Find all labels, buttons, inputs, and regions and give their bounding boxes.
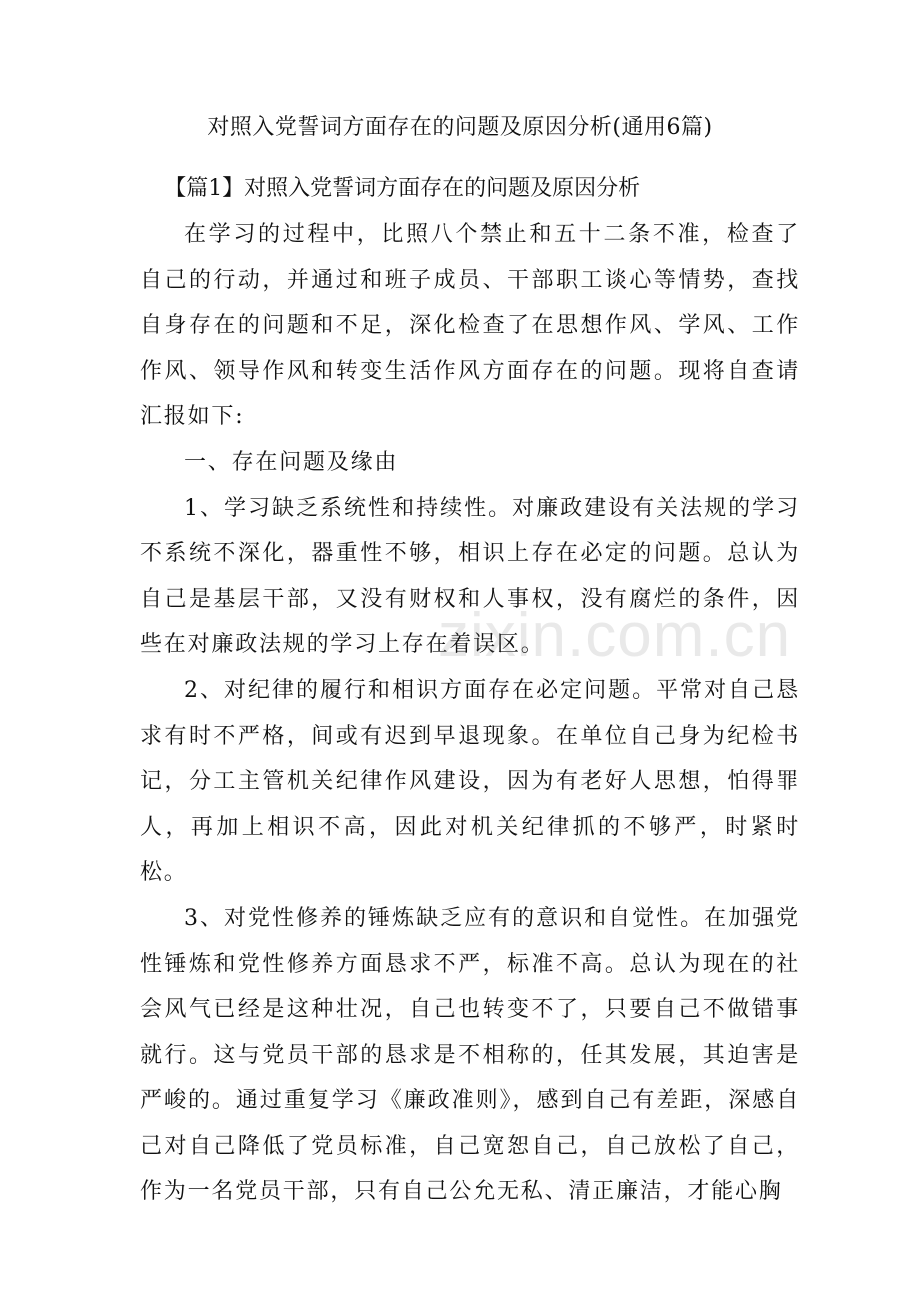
paragraph-item-1: 1、学习缺乏系统性和持续性。对廉政建设有关法规的学习不系统不深化，器重性不够，相识上存在必定的问题。总认为自己是基层干部，又没有财权和人事权，没有腐烂的条件，因些在对廉政法规的学习上存在着误区。 <box>140 495 800 658</box>
section-heading: 【篇1】对照入党誓词方面存在的问题及原因分析 <box>164 176 641 201</box>
intro-paragraph: 在学习的过程中，比照八个禁止和五十二条不准，检查了自己的行动，并通过和班子成员、干部职工谈心等情势，查找自身存在的问题和不足，深化检查了在思想作风、学风、工作作风、领导作风和转变生活作风方面存在的问题。现将自查请汇报如下: <box>140 222 800 430</box>
paragraph-item-3: 3、对党性修养的锤炼缺乏应有的意识和自觉性。在加强党性锤炼和党性修养方面恳求不严，标准不高。总认为现在的社会风气已经是这种壮况，自己也转变不了，只要自己不做错事就行。这与党员干部的恳求是不相称的，任其发展，其迫害是严峻的。通过重复学习《廉政准则》，感到自己有差距，深感自己对自己降低了党员标准，自己宽恕自己，自己放松了自己，作为一名党员干部，只有自己公允无私、清正廉洁，才能心胸 <box>140 905 800 1205</box>
document-body <box>140 212 800 1215</box>
document-title: 对照入党誓词方面存在的问题及原因分析(通用6篇) <box>207 115 713 140</box>
subheading-problems: 一、存在问题及缘由 <box>184 449 399 475</box>
watermark: zixin.com.cn <box>438 601 792 670</box>
paragraph-item-2: 2、对纪律的履行和相识方面存在必定问题。平常对自己恳求有时不严格，间或有迟到早退现象。在单位自己身为纪检书记，分工主管机关纪律作风建设，因为有老好人思想，怕得罪人，再加上相识不高，因此对机关纪律抓的不够严，时紧时松。 <box>140 677 800 886</box>
